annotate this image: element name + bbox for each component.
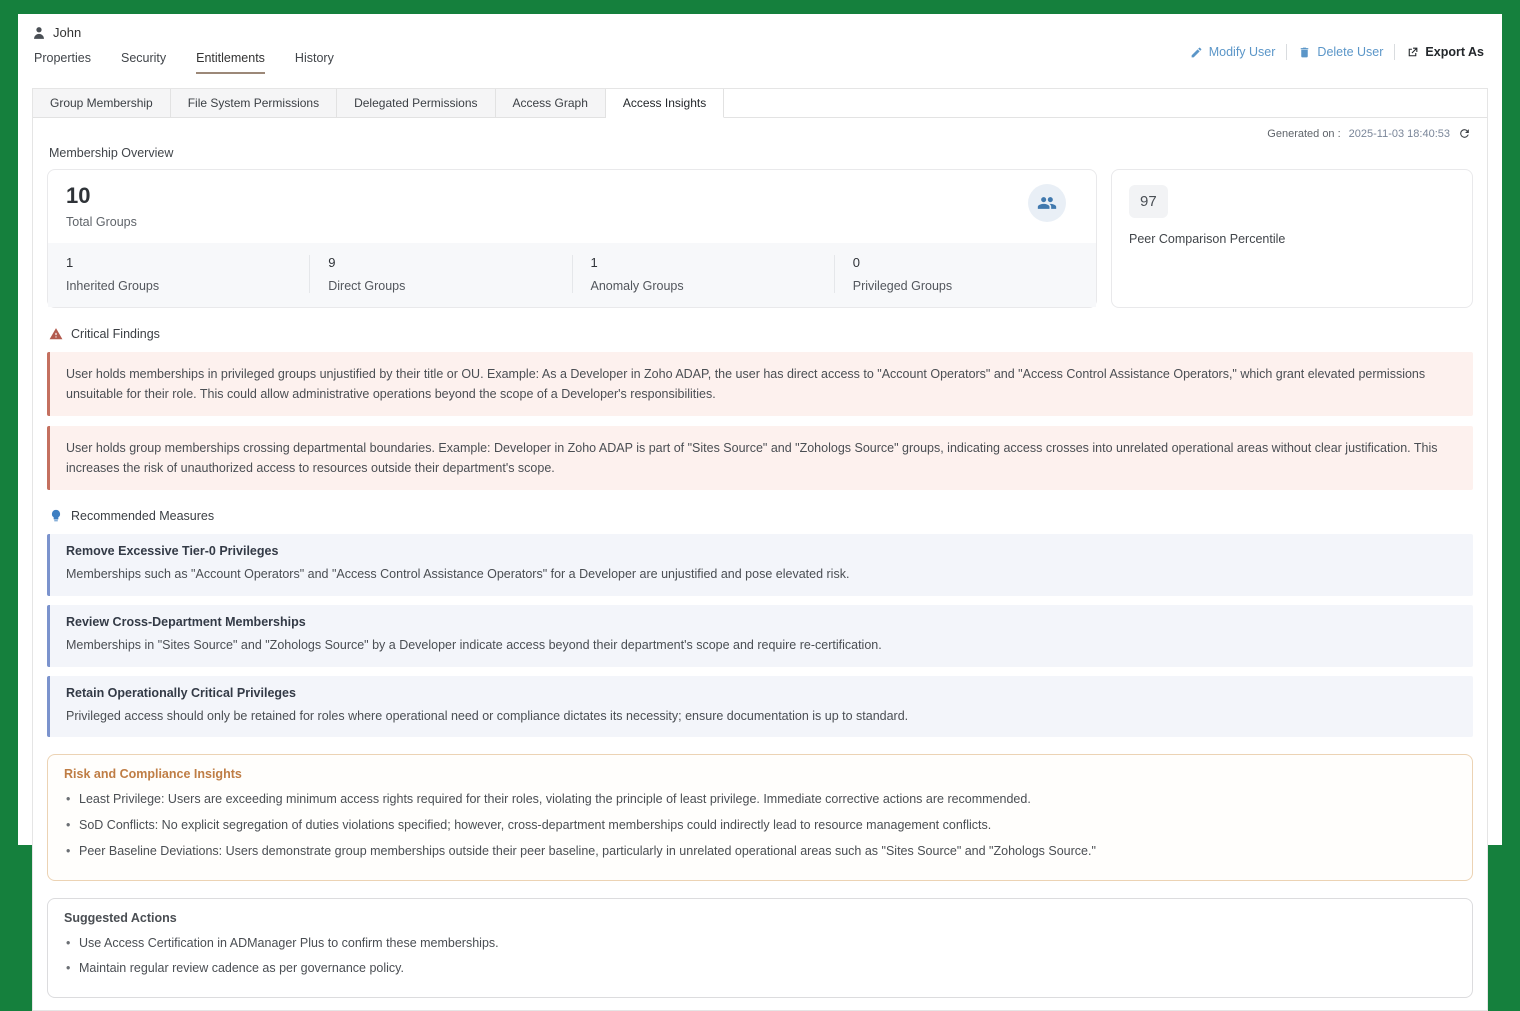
trash-icon [1298, 46, 1311, 59]
membership-overview-title: Membership Overview [49, 146, 174, 160]
risk-compliance-box [47, 754, 1473, 880]
privileged-groups-label: Privileged Groups [852, 279, 953, 293]
total-groups-label: Total Groups [66, 215, 137, 229]
delete-user-button[interactable] [1298, 45, 1383, 59]
group-stats-row [48, 243, 1096, 307]
generated-row [47, 118, 1473, 142]
recommended-measures-title: Recommended Measures [71, 509, 215, 523]
measure-item [47, 676, 1473, 738]
measure-title: Retain Operationally Critical Privileges [66, 685, 296, 700]
peer-percentile-value: 97 [1129, 185, 1168, 218]
measure-description: Privileged access should only be retained for roles where operational need or compliance dictates its necessity; ensure documentation is up to standard. [66, 708, 909, 723]
tab-entitlements[interactable]: Entitlements [196, 51, 265, 74]
lightbulb-icon [49, 509, 63, 523]
measure-item [47, 605, 1473, 667]
subtab-access-graph[interactable]: Access Graph [496, 89, 606, 118]
measure-description: Memberships in "Sites Source" and "Zohologs Source" by a Developer indicate access beyond their department's scope and require re-certification. [66, 637, 882, 652]
subtab-delegated-permissions[interactable]: Delegated Permissions [337, 89, 495, 118]
measure-title: Remove Excessive Tier-0 Privileges [66, 544, 279, 558]
divider [1394, 44, 1395, 60]
direct-groups-value: 9 [328, 255, 336, 270]
stat-privileged-groups [834, 255, 1096, 293]
generated-on-label: Generated on : [1267, 127, 1341, 140]
inherited-groups-label: Inherited Groups [66, 279, 160, 293]
subtab-group-membership[interactable]: Group Membership [33, 89, 171, 118]
tab-history[interactable]: History [294, 51, 334, 65]
suggested-actions-list [64, 934, 1456, 979]
suggested-actions-box [47, 898, 1473, 999]
anomaly-groups-label: Anomaly Groups [590, 279, 684, 293]
measure-item [47, 534, 1473, 596]
user-name: John [53, 25, 82, 40]
risk-compliance-list [64, 790, 1456, 860]
delete-user-label: Delete User [1317, 45, 1384, 59]
person-icon [32, 26, 46, 40]
critical-finding-item: User holds memberships in privileged groups unjustified by their title or OU. Example: As a Developer in Zoho ADAP, the user has direct access to "Account Operators" and "Access Control Assistance Operators," which grant elevated permissions unsuitable for their role. This could allow administrative operations beyond the scope of a Developer's responsibilities. [47, 352, 1473, 416]
overview-cards [47, 169, 1473, 308]
access-insights-content [33, 118, 1487, 1010]
privileged-groups-value: 0 [852, 255, 860, 270]
recommended-measures-heading [49, 509, 1473, 523]
risk-compliance-title: Risk and Compliance Insights [64, 767, 242, 782]
critical-findings-heading [49, 327, 1473, 341]
risk-insight-item: • SoD Conflicts: No explicit segregation of duties violations specified; however, cross-department memberships could indirectly lead to resource management conflicts. [64, 816, 1456, 835]
entitlements-panel [32, 88, 1488, 1011]
export-as-button[interactable] [1406, 45, 1484, 59]
anomaly-groups-value: 1 [590, 255, 598, 270]
refresh-icon[interactable] [1458, 127, 1471, 140]
critical-findings-title: Critical Findings [71, 327, 160, 341]
total-groups-block [48, 170, 1096, 243]
inherited-groups-value: 1 [66, 255, 74, 270]
pencil-icon [1190, 46, 1203, 59]
tab-security[interactable]: Security [120, 51, 167, 65]
peer-percentile-label: Peer Comparison Percentile [1129, 232, 1286, 246]
warning-triangle-icon [49, 327, 63, 341]
generated-timestamp: 2025-11-03 18:40:53 [1348, 127, 1450, 140]
subtab-file-system-permissions[interactable]: File System Permissions [171, 89, 337, 118]
export-icon [1406, 46, 1419, 59]
stat-anomaly-groups [572, 255, 834, 293]
measure-title: Review Cross-Department Memberships [66, 614, 306, 629]
peer-comparison-card [1111, 169, 1473, 308]
tab-properties[interactable]: Properties [34, 51, 91, 65]
subtab-bar [33, 89, 1487, 118]
people-group-icon [1028, 184, 1066, 222]
subtab-access-insights[interactable]: Access Insights [606, 89, 724, 118]
modify-user-label: Modify User [1208, 45, 1276, 59]
app-window [18, 14, 1502, 976]
direct-groups-label: Direct Groups [328, 279, 406, 293]
user-identity [32, 25, 1486, 40]
export-as-label: Export As [1425, 45, 1484, 59]
user-header [18, 14, 1502, 74]
suggested-action-item: • Use Access Certification in ADManager Plus to confirm these memberships. [64, 934, 1456, 953]
critical-finding-item: User holds group memberships crossing departmental boundaries. Example: Developer in Zoho ADAP is part of "Sites Source" and "Zohologs Source" groups, indicating access crosses into unrelated operational areas without clear justification. This increases the risk of unauthorized access to resources outside their department's scope. [47, 426, 1473, 490]
total-groups-value: 10 [66, 183, 91, 208]
risk-insight-item: • Peer Baseline Deviations: Users demonstrate group memberships outside their peer baseline, particularly in unrelated operational areas such as "Sites Source" and "Zohologs Source." [64, 842, 1456, 861]
stat-direct-groups [309, 255, 571, 293]
divider [1286, 44, 1287, 60]
suggested-actions-title: Suggested Actions [64, 910, 177, 925]
modify-user-button[interactable] [1190, 45, 1276, 59]
risk-insight-item: • Least Privilege: Users are exceeding minimum access rights required for their roles, violating the principle of least privilege. Immediate corrective actions are recommended. [64, 790, 1456, 809]
suggested-action-item: • Maintain regular review cadence as per governance policy. [64, 959, 1456, 978]
groups-summary-card [47, 169, 1097, 308]
stat-inherited-groups [48, 255, 309, 293]
header-actions [1190, 44, 1484, 60]
measure-description: Memberships such as "Account Operators" and "Access Control Assistance Operators" for a Developer are unjustified and pose elevated risk. [66, 567, 850, 581]
